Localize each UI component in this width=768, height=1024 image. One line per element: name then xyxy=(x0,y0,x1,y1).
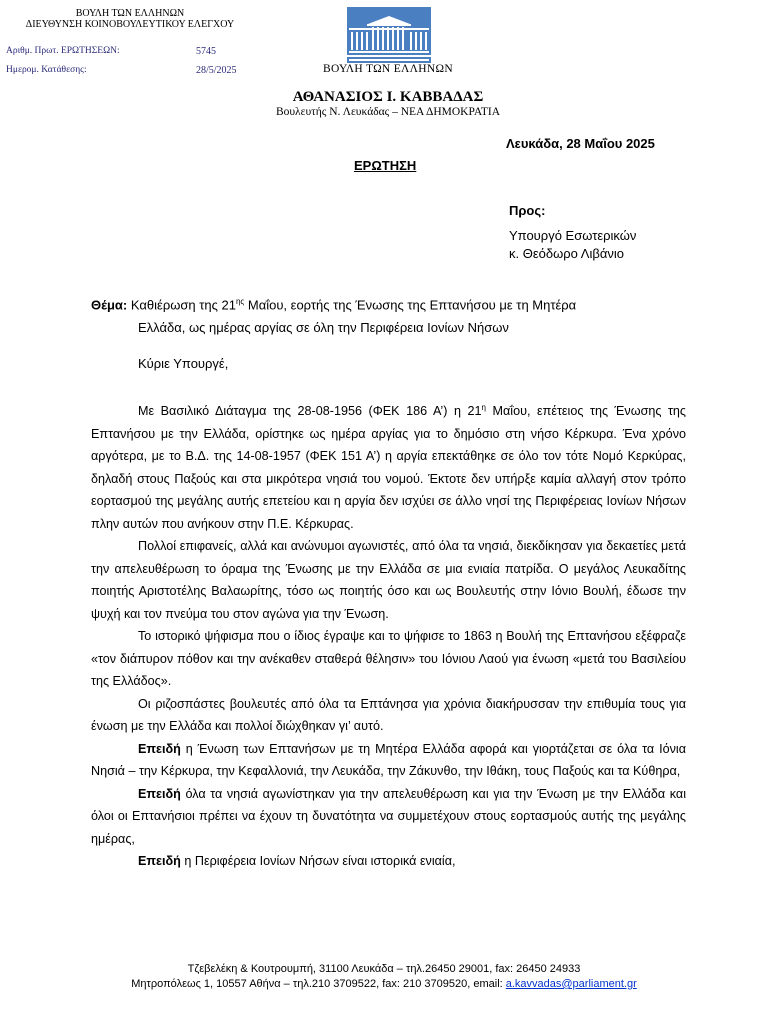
body-superscript: η xyxy=(481,403,486,412)
body-text: όλα τα νησιά αγωνίστηκαν για την απελευθέρωση και για την Ένωση με την Ελλάδα και όλοι οι Επτανήσιοι πρέπει να έχουν τη δυνατότητα να συμμετέχουν στους εορτασμούς αυτής της μεγάλης ημέρας, xyxy=(91,786,686,846)
header-department: ΔΙΕΥΘΥΝΣΗ ΚΟΙΝΟΒΟΥΛΕΥΤΙΚΟΥ ΕΛΕΓΧΟΥ xyxy=(25,19,235,30)
salutation: Κύριε Υπουργέ, xyxy=(138,356,229,371)
body-text: Με Βασιλικό Διάταγμα της 28-08-1956 (ΦΕΚ 186 Α’) η 21 xyxy=(138,404,482,419)
subject-text: Καθιέρωση της 21 xyxy=(127,297,236,313)
keyword-epeidi: Επειδή xyxy=(138,854,181,869)
filing-date-value: 28/5/2025 xyxy=(196,65,237,76)
email-link[interactable]: a.kavvadas@parliament.gr xyxy=(505,978,637,990)
sender-name: ΑΘΑΝΑΣΙΟΣ Ι. ΚΑΒΒΑΔΑΣ xyxy=(292,89,484,105)
filing-date-label: Ημερομ. Κατάθεσης: xyxy=(6,65,87,75)
body-paragraph xyxy=(91,783,686,851)
body-paragraph: Πολλοί επιφανείς, αλλά και ανώνυμοι αγωνιστές, από όλα τα νησιά, διεκδίκησαν για δεκαετίες μετά την απελευθέρωση το όραμα της Ένωσης με την Ελλάδα σε μια ενιαία πατρίδα. Ο μεγάλος Λευκαδίτης ποιητής Αριστοτέλης Βαλαωρίτης, τόσο ως ποιητής όσο και ως Βουλευτής στην Ιόνιο Βουλή, έδωσε την ψυχή και τον πνεύμα του στον αγώνα για την Ένωση. xyxy=(91,539,686,621)
body-text: Μαΐου, επέτειος της Ένωσης της Επτανήσου με την Ελλάδα, ορίστηκε ως ημέρα αργίας για το δημόσιο στη νήσο Κέρκυρα. Ένα χρόνο αργότερα, με το Β.Δ. της 14-08-1957 (ΦΕΚ 151 Α’) η αργία επεκτάθηκε σε όλο τον τότε Νομό Κερκύρας, δηλαδή στους Παξούς και στα μικρότερα νησιά του νομού. Έκτοτε δεν υπήρξε καμία αλλαγή στον τρόπο εορτασμού της μεγάλης αυτής επετείου και η αργία δεν ισχύει σε άλλο νησί της Περιφέρειας Ιονίων Νήσων πλην αυτών που ανήκουν στην Π.Ε. Κέρκυρας. xyxy=(91,404,687,531)
keyword-epeidi: Επειδή xyxy=(138,786,181,801)
header-institution: ΒΟΥΛΗ ΤΩΝ ΕΛΛΗΝΩΝ xyxy=(75,8,185,19)
recipient-label: Προς: xyxy=(509,203,546,218)
subject-label: Θέμα: xyxy=(91,297,128,313)
recipient-line: Υπουργό Εσωτερικών xyxy=(509,228,637,243)
header-institution-block xyxy=(10,8,250,30)
place-date: Λευκάδα, 28 Μαΐου 2025 xyxy=(506,136,655,151)
body-text: η Περιφέρεια Ιονίων Νήσων είναι ιστορικά ενιαία, xyxy=(180,854,456,869)
body-paragraph xyxy=(91,397,686,535)
body-paragraph xyxy=(91,850,686,873)
subject-text: Ελλάδα, ως ημέρας αργίας σε όλη την Περιφέρεια Ιονίων Νήσων xyxy=(138,320,509,336)
footer-address-text: Μητροπόλεως 1, 10557 Αθήνα – τηλ.210 3709522, fax: 210 3709520, email: xyxy=(131,978,506,990)
body-paragraph: Οι ριζοσπάστες βουλευτές από όλα τα Επτάνησα για χρόνια διακήρυσσαν την επιθυμία τους για ένωση με την Ελλάδα και πολλοί διώχθηκαν γι’ αυτό. xyxy=(91,696,686,734)
body-paragraph: Το ιστορικό ψήφισμα που ο ίδιος έγραψε και το ψήφισε το 1863 η Βουλή της Επτανήσου εξέφραζε «τον διάπυρον πόθον και την ανέκαθεν σταθερά θέλησιν» του Ιόνιου Λαού για ένωση «μετά του Βασιλείου της Ελλάδος». xyxy=(91,629,686,689)
body-paragraph xyxy=(91,738,686,783)
body-text: η Ένωση των Επτανήσων με τη Μητέρα Ελλάδα αφορά και γιορτάζεται σε όλα τα Ιόνια Νησιά – την Κέρκυρα, την Κεφαλλονιά, την Λευκάδα, την Ζάκυνθο, την Ιθάκη, τους Παξούς και τα Κύθηρα, xyxy=(91,741,686,779)
footer-address-lefkada: Τζεβελέκη & Κουτρουμπή, 31100 Λευκάδα – τηλ.26450 29001, fax: 26450 24933 xyxy=(187,963,581,975)
subject-text: Μαΐου, εορτής της Ένωσης της Επτανήσου με τη Μητέρα xyxy=(244,297,577,313)
subject xyxy=(91,290,691,339)
document-body xyxy=(91,397,686,873)
protocol-number: 5745 xyxy=(196,46,216,57)
footer-address-athens xyxy=(0,978,768,990)
sender-role: Βουλευτής Ν. Λευκάδας – ΝΕΑ ΔΗΜΟΚΡΑΤΙΑ xyxy=(275,106,501,118)
keyword-epeidi: Επειδή xyxy=(138,741,181,756)
protocol-label: Αριθμ. Πρωτ. ΕΡΩΤΗΣΕΩΝ: xyxy=(6,46,120,56)
document-type-heading: ΕΡΩΤΗΣΗ xyxy=(354,158,417,173)
recipient-line: κ. Θεόδωρο Λιβάνιο xyxy=(509,246,624,261)
subject-superscript: ης xyxy=(235,297,245,306)
logo-caption: ΒΟΥΛΗ ΤΩΝ ΕΛΛΗΝΩΝ xyxy=(323,63,453,75)
